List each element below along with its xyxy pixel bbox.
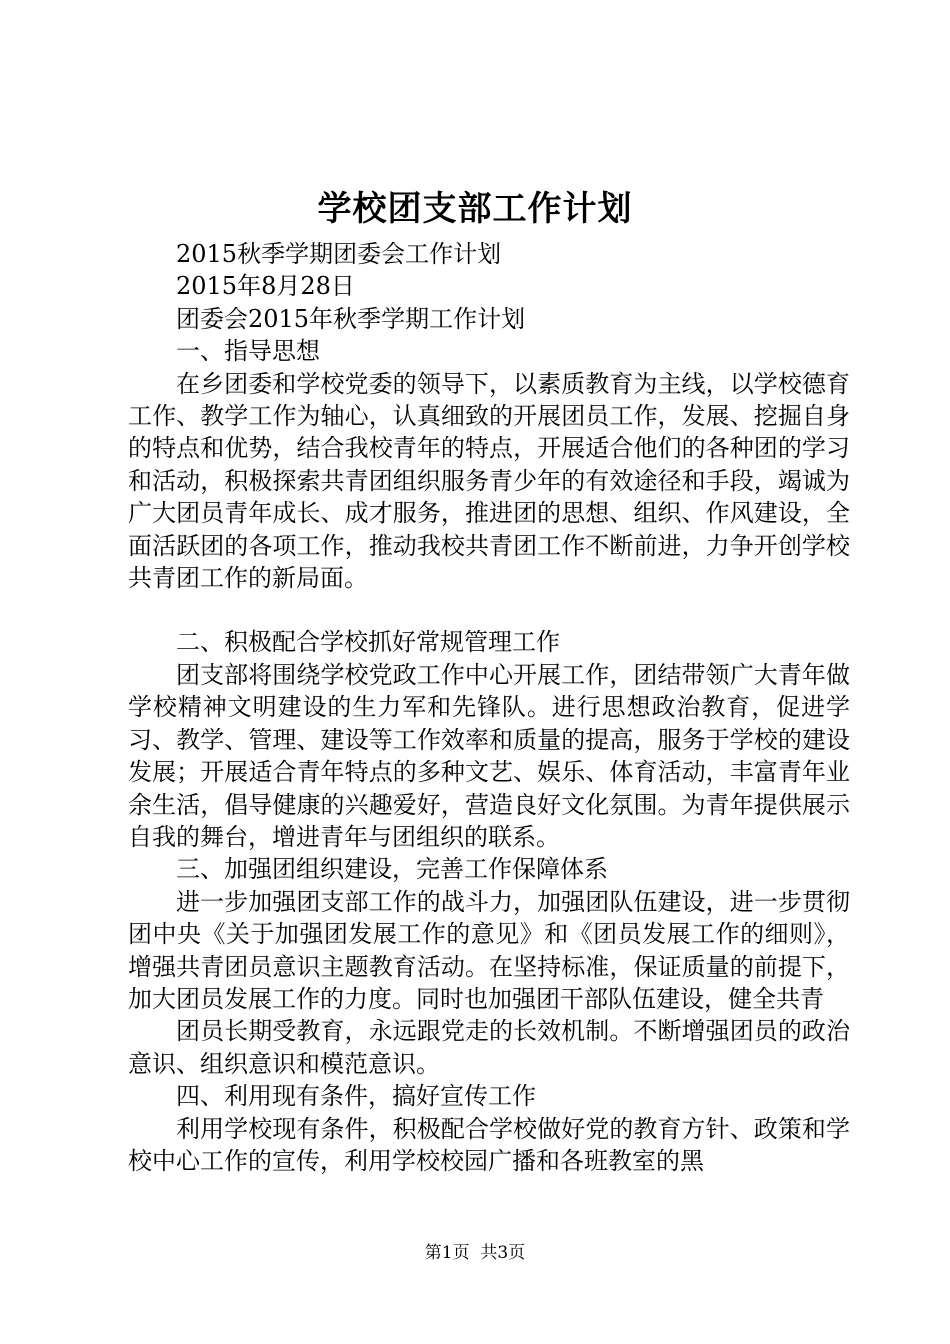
section-heading-routine-management: 二、积极配合学校抓好常规管理工作 bbox=[176, 628, 560, 657]
document-body bbox=[128, 238, 850, 1177]
paragraph-publicity-work: 利用学校现有条件，积极配合学校做好党的教育方针、政策和学校中心工作的宣传，利用学校校园广播和各班教室的黑 bbox=[128, 1114, 850, 1175]
page-footer bbox=[0, 1241, 950, 1265]
paragraph-spacer bbox=[128, 594, 850, 626]
paragraph-semester-plan-heading: 2015秋季学期团委会工作计划 bbox=[176, 240, 502, 268]
document-title: 学校团支部工作计划 bbox=[317, 189, 633, 229]
paragraph-organization-building: 进一步加强团支部工作的战斗力，加强团队伍建设，进一步贯彻团中央《关于加强团发展工作的意见》和《团员发展工作的细则》，增强共青团员意识主题教育活动。在坚持标准，保证质量的前提下，加大团员发展工作的力度。同时也加强团干部队伍建设，健全共青 bbox=[128, 887, 850, 1013]
page-number: 第1页 bbox=[424, 1243, 470, 1263]
paragraph-guiding-ideology: 在乡团委和学校党委的领导下，以素质教育为主线，以学校德育工作、教学工作为轴心，认真细致的开展团员工作，发展、挖掘自身的特点和优势，结合我校青年的特点，开展适合他们的各种团的学习和活动，积极探索共青团组织服务青少年的有效途径和手段，竭诚为广大团员青年成长、成才服务，推进团的思想、组织、作风建设，全面活跃团的各项工作，推动我校共青团工作不断前进，力争开创学校共青团工作的新局面。 bbox=[128, 369, 850, 593]
section-heading-organization-building: 三、加强团组织建设，完善工作保障体系 bbox=[176, 855, 608, 884]
section-heading-publicity-work: 四、利用现有条件，搞好宣传工作 bbox=[176, 1082, 536, 1111]
paragraph-date: 2015年8月28日 bbox=[176, 272, 355, 301]
paragraph-committee-plan: 团委会2015年秋季学期工作计划 bbox=[176, 304, 526, 333]
section-heading-guiding-ideology: 一、指导思想 bbox=[176, 337, 320, 366]
paragraph-long-term-mechanism: 团员长期受教育，永远跟党走的长效机制。不断增强团员的政治意识、组织意识和模范意识。 bbox=[128, 1017, 850, 1078]
paragraph-routine-management: 团支部将围绕学校党政工作中心开展工作，团结带领广大青年做学校精神文明建设的生力军和先锋队。进行思想政治教育，促进学习、教学、管理、建设等工作效率和质量的提高，服务于学校的建设发展；开展适合青年特点的多种文艺、娱乐、体育活动，丰富青年业余生活，倡导健康的兴趣爱好，营造良好文化氛围。为青年提供展示自我的舞台，增进青年与团组织的联系。 bbox=[128, 660, 850, 851]
page-total: 共3页 bbox=[480, 1243, 526, 1263]
